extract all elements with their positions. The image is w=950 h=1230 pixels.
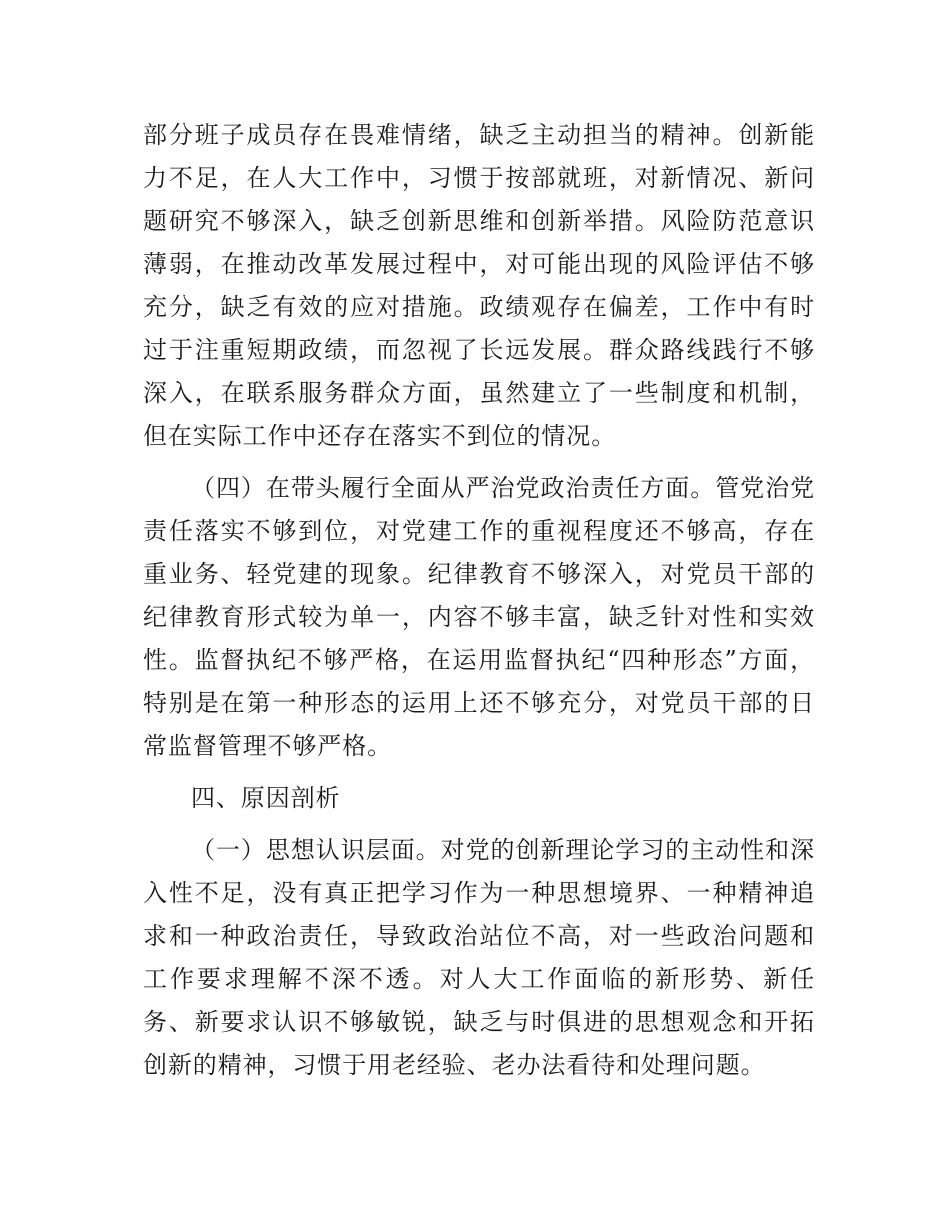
- section-heading-cause-analysis: 四、原因剖析: [191, 784, 341, 812]
- paragraph-section-four: （四）在带头履行全面从严治党政治责任方面。管党治党责任落实不够到位，对党建工作的重视程度还不够高，存在重业务、轻党建的现象。纪律教育不够深入，对党员干部的纪律教育形式较为单一，内容不够丰富，缺乏针对性和实效性。监督执纪不够严格，在运用监督执纪“四种形态”方面，特别是在第一种形态的运用上还不够充分，对党员干部的日常监督管理不够严格。: [143, 474, 815, 760]
- paragraph-ideological-level: （一）思想认识层面。对党的创新理论学习的主动性和深入性不足，没有真正把学习作为一种思想境界、一种精神追求和一种政治责任，导致政治站位不高，对一些政治问题和工作要求理解不深不透。对人大工作面临的新形势、新任务、新要求认识不够敏锐，缺乏与时俱进的思想观念和开拓创新的精神，习惯于用老经验、老办法看待和处理问题。: [143, 836, 815, 1079]
- document-body: [143, 114, 815, 1096]
- paragraph-continuation: 部分班子成员存在畏难情绪，缺乏主动担当的精神。创新能力不足，在人大工作中，习惯于按部就班，对新情况、新问题研究不够深入，缺乏创新思维和创新举措。风险防范意识薄弱，在推动改革发展过程中，对可能出现的风险评估不够充分，缺乏有效的应对措施。政绩观存在偏差，工作中有时过于注重短期政绩，而忽视了长远发展。群众路线践行不够深入，在联系服务群众方面，虽然建立了一些制度和机制，但在实际工作中还存在落实不到位的情况。: [143, 121, 815, 450]
